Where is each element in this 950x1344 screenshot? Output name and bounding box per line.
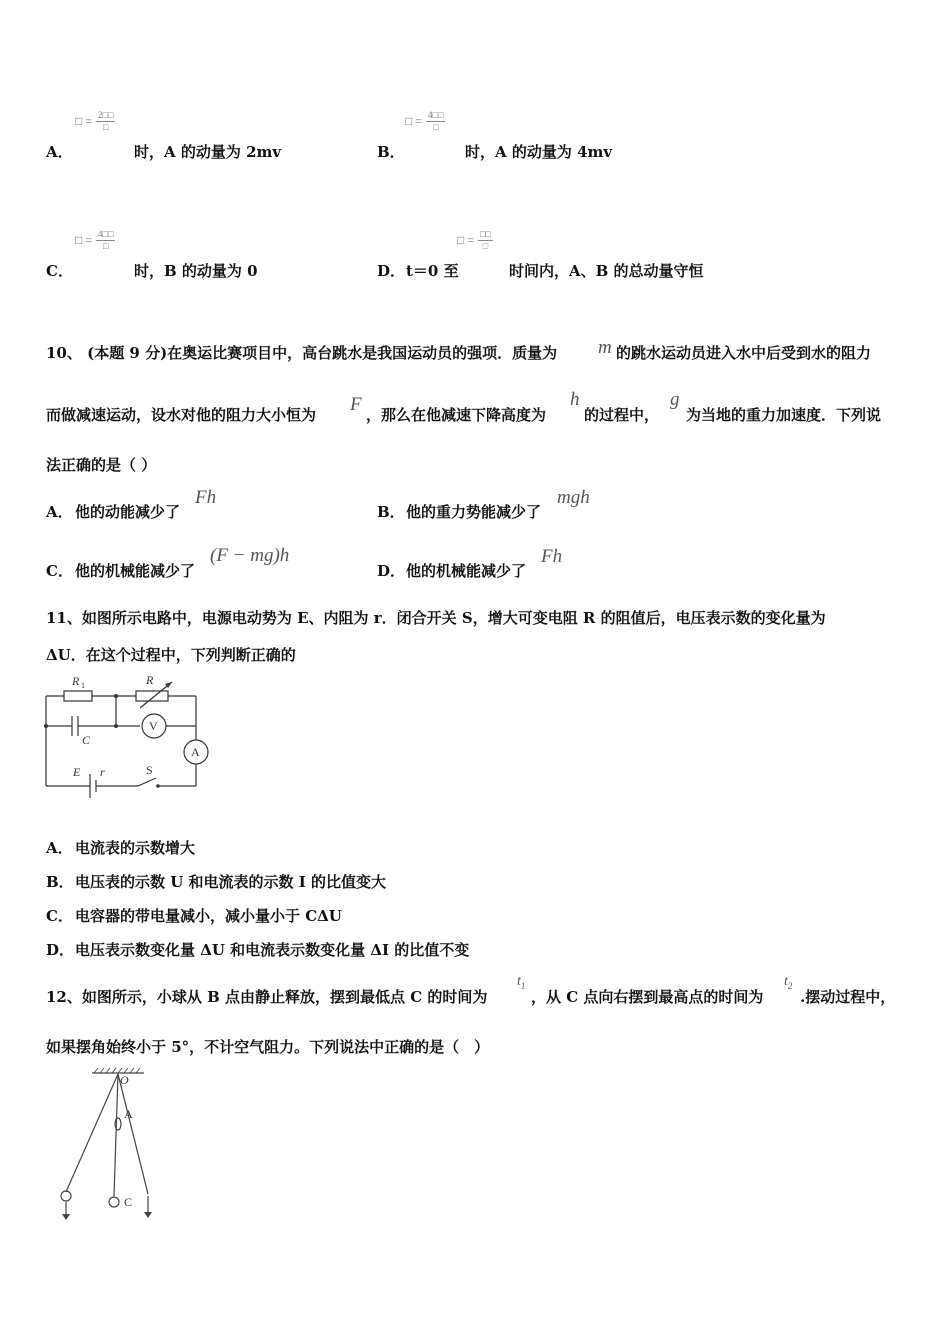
q12-line1c: .摆动过程中， — [800, 988, 896, 1006]
switch — [138, 778, 156, 786]
formula-den: □ — [432, 122, 439, 132]
label-r: R — [146, 673, 154, 687]
formula-den: □ — [102, 241, 109, 251]
formula — [75, 110, 115, 133]
q10-line3: 法正确的是（ ） — [46, 456, 157, 474]
formula — [457, 229, 493, 252]
var-t2 — [784, 974, 792, 991]
option-text: 电流表的示数增大 — [75, 839, 196, 857]
var-t2-sub: 2 — [787, 980, 793, 991]
var-t2-main: t — [784, 974, 788, 989]
label-v: V — [149, 719, 158, 733]
formula-num: 4□□ — [98, 229, 114, 239]
formula-den: □ — [482, 241, 489, 251]
option-letter: B． — [377, 143, 405, 161]
q12-line1a: 12、如图所示，小球从 B 点由静止释放，摆到最低点 C 的时间为 — [46, 988, 488, 1006]
label-s: S — [146, 763, 153, 777]
option-text: 他的机械能减少了 — [406, 562, 527, 580]
label-a: A — [191, 745, 200, 759]
formula-num: 2□□ — [98, 110, 114, 120]
label-e: E — [73, 765, 81, 779]
option-text: 电压表的示数 U 和电流表的示数 I 的比值变大 — [75, 873, 386, 891]
label-r-int: r — [100, 765, 105, 779]
resistor-r1 — [64, 691, 92, 701]
option-formula: mgh — [557, 487, 590, 508]
q12-line1b: ，从 C 点向右摆到最高点的时间为 — [531, 988, 764, 1006]
label-o: O — [120, 1073, 129, 1087]
formula-den: □ — [102, 122, 109, 132]
var-h: h — [570, 389, 580, 410]
pendulum-string-c — [114, 1074, 118, 1196]
formula-num: 4□□ — [428, 110, 444, 120]
q10-line1b: 的跳水运动员进入水中后受到水的阻力 — [616, 344, 872, 362]
pendulum-string-b — [66, 1074, 118, 1192]
var-t1-sub: 1 — [520, 980, 526, 991]
option-letter: C． — [46, 262, 73, 280]
formula — [75, 229, 115, 252]
option-formula: Fh — [541, 546, 563, 567]
formula-lhs: □ = — [75, 114, 93, 128]
option-letter: D． — [46, 941, 75, 959]
option-text: 时，A 的动量为 4mv — [465, 143, 613, 161]
option-text: 电压表示数变化量 ΔU 和电流表示数变化量 ΔI 的比值不变 — [75, 941, 470, 959]
q10-line2d: 为当地的重力加速度．下列说 — [686, 406, 882, 424]
circuit-diagram — [40, 668, 220, 804]
option-letter: D． — [377, 262, 406, 280]
ball-b — [61, 1191, 71, 1201]
option-letter: C． — [46, 562, 73, 580]
pendulum-string-right — [118, 1074, 148, 1194]
q11-line1: 11、如图所示电路中，电源电动势为 E、内阻为 r．闭合开关 S，增大可变电阻 R 的阻值后，电压表示数的变化量为 — [46, 609, 826, 627]
option-text: 电容器的带电量减小，减小量小于 CΔU — [75, 907, 342, 925]
label-r1: R — [72, 674, 80, 688]
option-letter: A． — [46, 839, 73, 857]
var-t1 — [517, 974, 525, 991]
option-letter: A． — [46, 143, 73, 161]
pendulum-diagram — [48, 1064, 178, 1224]
var-g: g — [670, 389, 680, 410]
option-text: 时间内，A、B 的总动量守恒 — [509, 262, 704, 280]
formula — [405, 110, 445, 133]
q10-line2b: ，那么在他减速下降高度为 — [366, 406, 547, 424]
q10-line2a: 而做减速运动，设水对他的阻力大小恒为 — [46, 406, 317, 424]
q11-line2: ΔU．在这个过程中，下列判断正确的 — [46, 646, 296, 664]
option-formula: (F − mg)h — [210, 545, 290, 566]
formula-lhs: □ = — [75, 233, 93, 247]
q12-line2: 如果摆角始终小于 5°，不计空气阻力。下列说法中正确的是（ ） — [46, 1038, 490, 1056]
label-c: C — [82, 733, 91, 747]
option-text: 他的机械能减少了 — [75, 562, 196, 580]
option-prefix: t＝0 至 — [406, 262, 459, 280]
var-t1-main: t — [517, 974, 521, 989]
label-r1-sub: 1 — [81, 681, 85, 690]
option-letter: C． — [46, 907, 73, 925]
option-text: 时，A 的动量为 2mv — [134, 143, 282, 161]
option-letter: B． — [46, 873, 74, 891]
var-m: m — [598, 337, 612, 358]
option-letter: B． — [377, 503, 405, 521]
formula-lhs: □ = — [405, 114, 423, 128]
formula-num: □□ — [480, 229, 491, 239]
option-text: 时，B 的动量为 0 — [134, 262, 258, 280]
option-letter: A． — [46, 503, 73, 521]
label-c: C — [124, 1195, 133, 1209]
var-F: F — [350, 394, 362, 415]
option-text: 他的动能减少了 — [75, 503, 181, 521]
formula-lhs: □ = — [457, 233, 475, 247]
option-text: 他的重力势能减少了 — [406, 503, 542, 521]
q10-line1: 10、 (本题 9 分)在奥运比赛项目中，高台跳水是我国运动员的强项．质量为 — [46, 344, 558, 362]
ball-c — [109, 1197, 119, 1207]
option-letter: D． — [377, 562, 406, 580]
option-formula: Fh — [195, 487, 217, 508]
label-a: A — [124, 1107, 133, 1121]
variable-resistor — [136, 691, 168, 701]
q10-line2c: 的过程中， — [584, 406, 660, 424]
